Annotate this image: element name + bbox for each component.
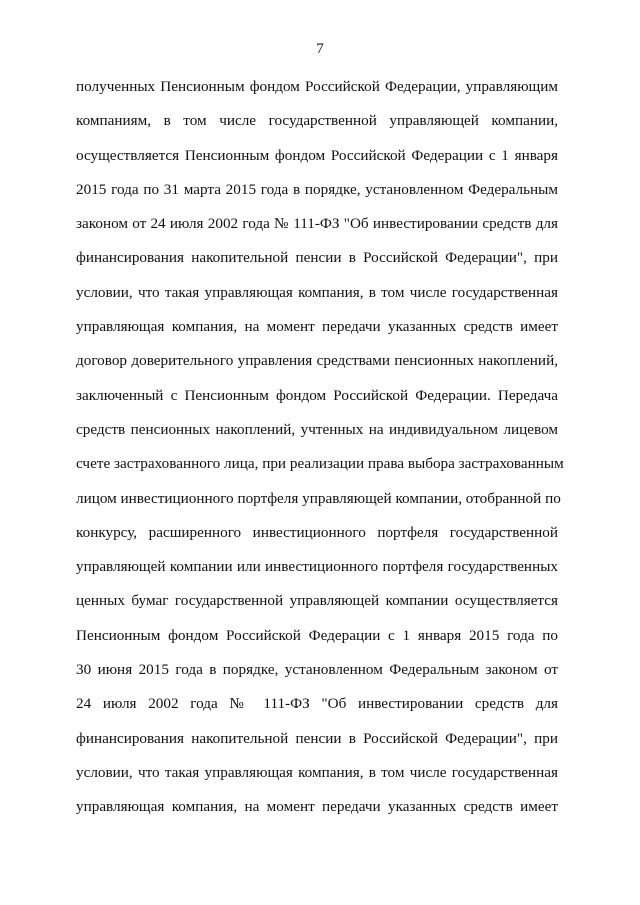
text-line: финансирования накопительной пенсии в Российской Федерации", при bbox=[76, 729, 558, 747]
document-body bbox=[76, 74, 564, 829]
text-line: финансирования накопительной пенсии в Российской Федерации", при bbox=[76, 249, 558, 267]
text-line: средств пенсионных накоплений, учтенных на индивидуальном лицевом bbox=[76, 420, 558, 438]
text-line: ценных бумаг государственной управляющей компании осуществляется bbox=[76, 592, 558, 610]
text-line: законом от 24 июля 2002 года № 111-ФЗ "Об инвестировании средств для bbox=[76, 215, 558, 233]
page-number: 7 bbox=[316, 41, 324, 57]
text-line: компаниям, в том числе государственной управляющей компании, bbox=[76, 112, 558, 130]
text-line: конкурсу, расширенного инвестиционного портфеля государственной bbox=[76, 523, 558, 541]
text-line: договор доверительного управления средствами пенсионных накоплений, bbox=[76, 352, 558, 370]
text-line: Пенсионным фондом Российской Федерации с 1 января 2015 года по bbox=[76, 626, 558, 644]
text-line: полученных Пенсионным фондом Российской Федерации, управляющим bbox=[76, 78, 558, 95]
text-line: условии, что такая управляющая компания, в том числе государственная bbox=[76, 283, 558, 301]
text-line: лицом инвестиционного портфеля управляющей компании, отобранной по bbox=[76, 489, 561, 507]
text-line: управляющая компания, на момент передачи указанных средств имеет bbox=[76, 798, 558, 816]
text-line: условии, что такая управляющая компания, в том числе государственная bbox=[76, 763, 558, 781]
text-line: заключенный с Пенсионным фондом Российской Федерации. Передача bbox=[76, 386, 558, 404]
text-line: 2015 года по 31 марта 2015 года в порядке, установленном Федеральным bbox=[76, 180, 558, 198]
text-line: осуществляется Пенсионным фондом Российской Федерации с 1 января bbox=[76, 146, 558, 164]
text-line: 24 июля 2002 года № 111-ФЗ "Об инвестировании средств для bbox=[76, 695, 558, 713]
text-line: управляющая компания, на момент передачи указанных средств имеет bbox=[76, 318, 558, 336]
text-line: 30 июня 2015 года в порядке, установленном Федеральным законом от bbox=[76, 661, 558, 679]
text-line: счете застрахованного лица, при реализации права выбора застрахованным bbox=[76, 455, 564, 473]
text-line: управляющей компании или инвестиционного портфеля государственных bbox=[76, 558, 558, 576]
